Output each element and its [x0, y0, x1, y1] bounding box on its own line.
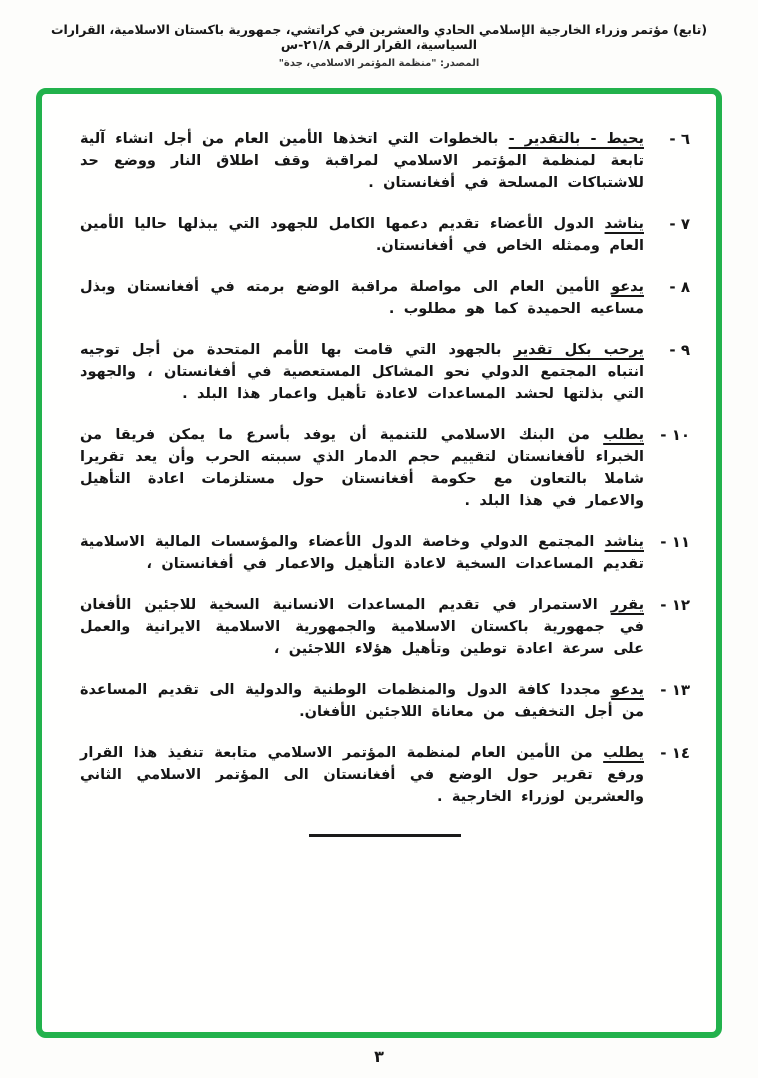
item-body: من الأمين العام لمنظمة المؤتمر الاسلامي متابعة تنفيذ هذا القرار ورفع تقرير حول الوضع في أفغانستان الى المؤتمر الاسلامي الثاني والعشرين لوزراء الخارجية . [80, 745, 644, 805]
item-text [80, 424, 644, 512]
item-number: ١٢ - [660, 596, 690, 614]
item-body: بالخطوات التي اتخذها الأمين العام من أجل انشاء آلية تابعة لمنظمة المؤتمر الاسلامي لمراقبة وقف اطلاق النار ووضع حد للاشتباكات المسلحة في أفغانستان . [80, 131, 644, 191]
item-number: ٦ - [669, 130, 690, 148]
item-lead: يرحب بكل تقدير [513, 342, 644, 358]
item-text [80, 594, 644, 660]
list-item [80, 339, 690, 405]
item-body: الأمين العام الى مواصلة مراقبة الوضع برمته في أفغانستان وبذل مساعيه الحميدة كما هو مطلوب . [80, 279, 644, 317]
item-text [80, 213, 644, 257]
list-item [80, 424, 690, 512]
item-lead: يطلب [603, 745, 644, 761]
item-body: الاستمرار في تقديم المساعدات الانسانية السخية للاجئين الأفغان في جمهورية باكستان الاسلامية والجمهورية الاسلامية الايرانية والعمل على سرعة اعادة توطين وتأهيل هؤلاء اللاجئين ، [80, 597, 644, 657]
item-body: الدول الأعضاء تقديم دعمها الكامل للجهود التي يبذلها حاليا الأمين العام وممثله الخاص في أفغانستان. [80, 216, 644, 254]
page-number: ٣ [374, 1047, 384, 1066]
item-body: من البنك الاسلامي للتنمية أن يوفد بأسرع ما يمكن فريقا من الخبراء لأفغانستان لتقييم حجم الدمار الذي سببته الحرب وأن يعد تقريرا شاملا بالتعاون مع حكومة أفغانستان حول مستلزمات اعادة التأهيل والاعمار في هذا البلد . [80, 427, 644, 509]
item-lead: يحيط - بالتقدير - [508, 131, 644, 147]
item-number: ١٤ - [660, 744, 690, 762]
item-lead: يقرر [610, 597, 645, 613]
item-lead: يدعو [611, 682, 644, 698]
resolution-items [42, 94, 716, 851]
list-item [80, 679, 690, 723]
list-item [80, 594, 690, 660]
list-item [80, 276, 690, 320]
item-number: ١٠ - [660, 426, 690, 444]
header-title: (تابع) مؤتمر وزراء الخارجية الإسلامي الحادي والعشرين في كراتشي، جمهورية باكستان الاسلامية، القرارات السياسية، القرار الرقم ٢١/٨-س [50, 22, 708, 52]
item-body: مجددا كافة الدول والمنظمات الوطنية والدولية الى تقديم المساعدة من أجل التخفيف من معاناة اللاجئين الأفغان. [80, 682, 644, 720]
list-item [80, 531, 690, 575]
item-body: المجتمع الدولي وخاصة الدول الأعضاء والمؤسسات المالية الاسلامية تقديم المساعدات السخية لاعادة التأهيل والاعمار في أفغانستان ، [80, 534, 644, 572]
list-item [80, 213, 690, 257]
item-text [80, 276, 644, 320]
list-item [80, 742, 690, 808]
header-source: المصدر: "منظمة المؤتمر الاسلامي، جدة" [278, 58, 480, 69]
item-lead: يطلب [603, 427, 645, 443]
item-number: ٨ - [669, 278, 690, 296]
list-item [80, 128, 690, 194]
item-text [80, 679, 644, 723]
document-header [0, 0, 758, 69]
item-lead: يدعو [611, 279, 644, 295]
green-border-frame [36, 88, 722, 1038]
item-text [80, 339, 644, 405]
item-number: ١١ - [660, 533, 690, 551]
item-text [80, 531, 644, 575]
item-number: ٩ - [669, 341, 690, 359]
item-body: بالجهود التي قامت بها الأمم المتحدة من أجل توجيه انتباه المجتمع الدولي نحو المشاكل المستعصية في أفغانستان ، والجهود التي بذلتها لحشد المساعدات لاعادة تأهيل واعمار هذا البلد . [80, 342, 644, 402]
item-lead: يناشد [604, 534, 644, 550]
item-number: ٧ - [669, 215, 690, 233]
item-number: ١٣ - [660, 681, 690, 699]
end-of-text-divider [309, 834, 461, 837]
item-text [80, 742, 644, 808]
item-lead: يناشد [604, 216, 644, 232]
item-text [80, 128, 644, 194]
